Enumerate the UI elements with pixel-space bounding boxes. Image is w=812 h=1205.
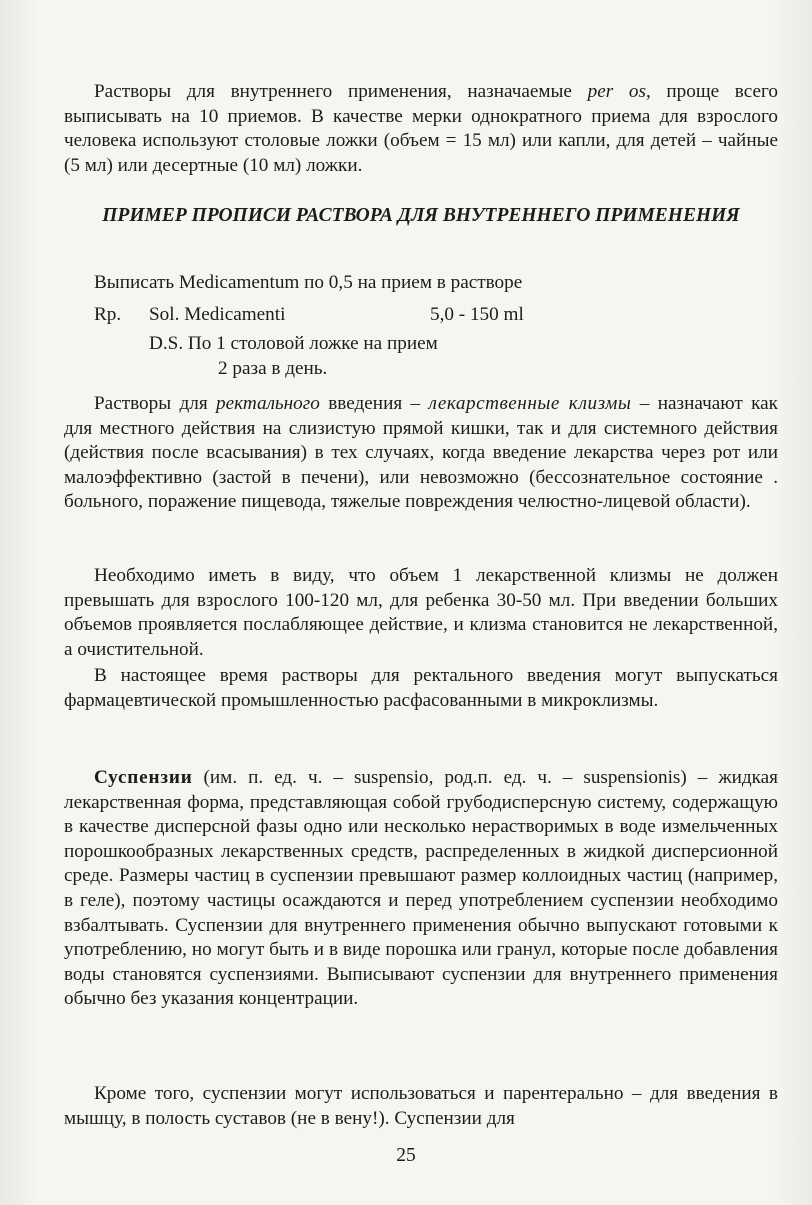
- page-number: 25: [396, 1145, 416, 1166]
- paragraph-enema-volume: [64, 564, 778, 662]
- prescription-frequency: 2 раза в день.: [218, 358, 328, 379]
- emphasis-rectal: ректального: [216, 393, 320, 414]
- paragraph-text: Растворы для: [94, 393, 217, 414]
- term-suspensions: Суспензии: [94, 767, 193, 788]
- example-heading: ПРИМЕР ПРОПИСИ РАСТВОРА ДЛЯ ВНУТРЕННЕГО ПРИМЕНЕНИЯ: [102, 205, 740, 226]
- paragraph-text: , проще всего выписывать на 10 приемов. В качестве мерки однократного приема для взрослого человека используют столовые ложки (объем = 15 мл) или капли, для детей – чайные (5 мл) или десертные (10 мл) ложки.: [64, 81, 779, 176]
- paragraph-suspensions: [64, 766, 778, 1012]
- paragraph-parenteral-suspensions: [64, 1082, 778, 1131]
- prescription-amount: 5,0 - 150 ml: [430, 304, 524, 325]
- prescription-signature: D.S. По 1 столовой ложке на прием: [149, 333, 438, 354]
- paragraph-text: Необходимо иметь в виду, что объем 1 лекарственной клизмы не должен превышать для взрослого 100-120 мл, для ребенка 30-50 мл. При введении больших объемов проявляется послабляющее действие, и клизма становится не лекарственной, а очистительной.: [64, 565, 778, 660]
- paragraph-text: Кроме того, суспензии могут использоваться и парентерально – для введения в мышцу, в полость суставов (не в вену!). Суспензии для: [64, 1083, 778, 1129]
- paragraph-text: введения –: [319, 393, 429, 414]
- paragraph-oral-solutions: [64, 80, 778, 178]
- rp-label: Rp.: [94, 304, 122, 325]
- paragraph-text: (им. п. ед. ч. – suspensio, род.п. ед. ч. – suspensionis) – жидкая лекарственная форма, представляющая собой грубодисперсную систему, содержащую в качестве дисперсной фазы одно или несколько нерастворимых в воде измельченных порошкообразных лекарственных средств, распределенных в жидкой дисперсионной среде. Размеры частиц в суспензии превышают размер коллоидных частиц (например, в геле), поэтому частицы осаждаются и перед употреблением суспензии необходимо взбалтывать. Суспензии для внутреннего применения обычно выпускают готовыми к употреблению, но могут быть и в виде порошка или гранул, которые после добавления воды становятся суспензиями. Выписывают суспензии для внутреннего применения обычно без указания концентрации.: [64, 767, 778, 1010]
- paragraph-text: В настоящее время растворы для ректального введения могут выпускаться фармацевтической промышленностью расфасованными в микроклизмы.: [64, 665, 778, 711]
- paragraph-text: – назначают как для местного действия на слизистую прямой кишки, так и для системного действия (действия после всасывания) в тех случаях, когда введение лекарства через рот или малоэффективно (застой в печени), или невозможно (бессознательное состояние . больного, поражение пищевода, тяжелые повреждения челюстно-лицевой области).: [64, 393, 778, 513]
- paragraph-rectal-solutions: [64, 392, 778, 515]
- prescription-intro: Выписать Medicamentum по 0,5 на прием в растворе: [94, 272, 523, 293]
- prescription-drug: Sol. Medicamenti: [149, 304, 286, 325]
- paragraph-text: Растворы для внутреннего применения, назначаемые: [94, 81, 588, 102]
- paragraph-microenemas: [64, 664, 778, 713]
- emphasis-enemas: лекарственные клизмы: [428, 393, 632, 414]
- latin-term: per os: [587, 81, 646, 102]
